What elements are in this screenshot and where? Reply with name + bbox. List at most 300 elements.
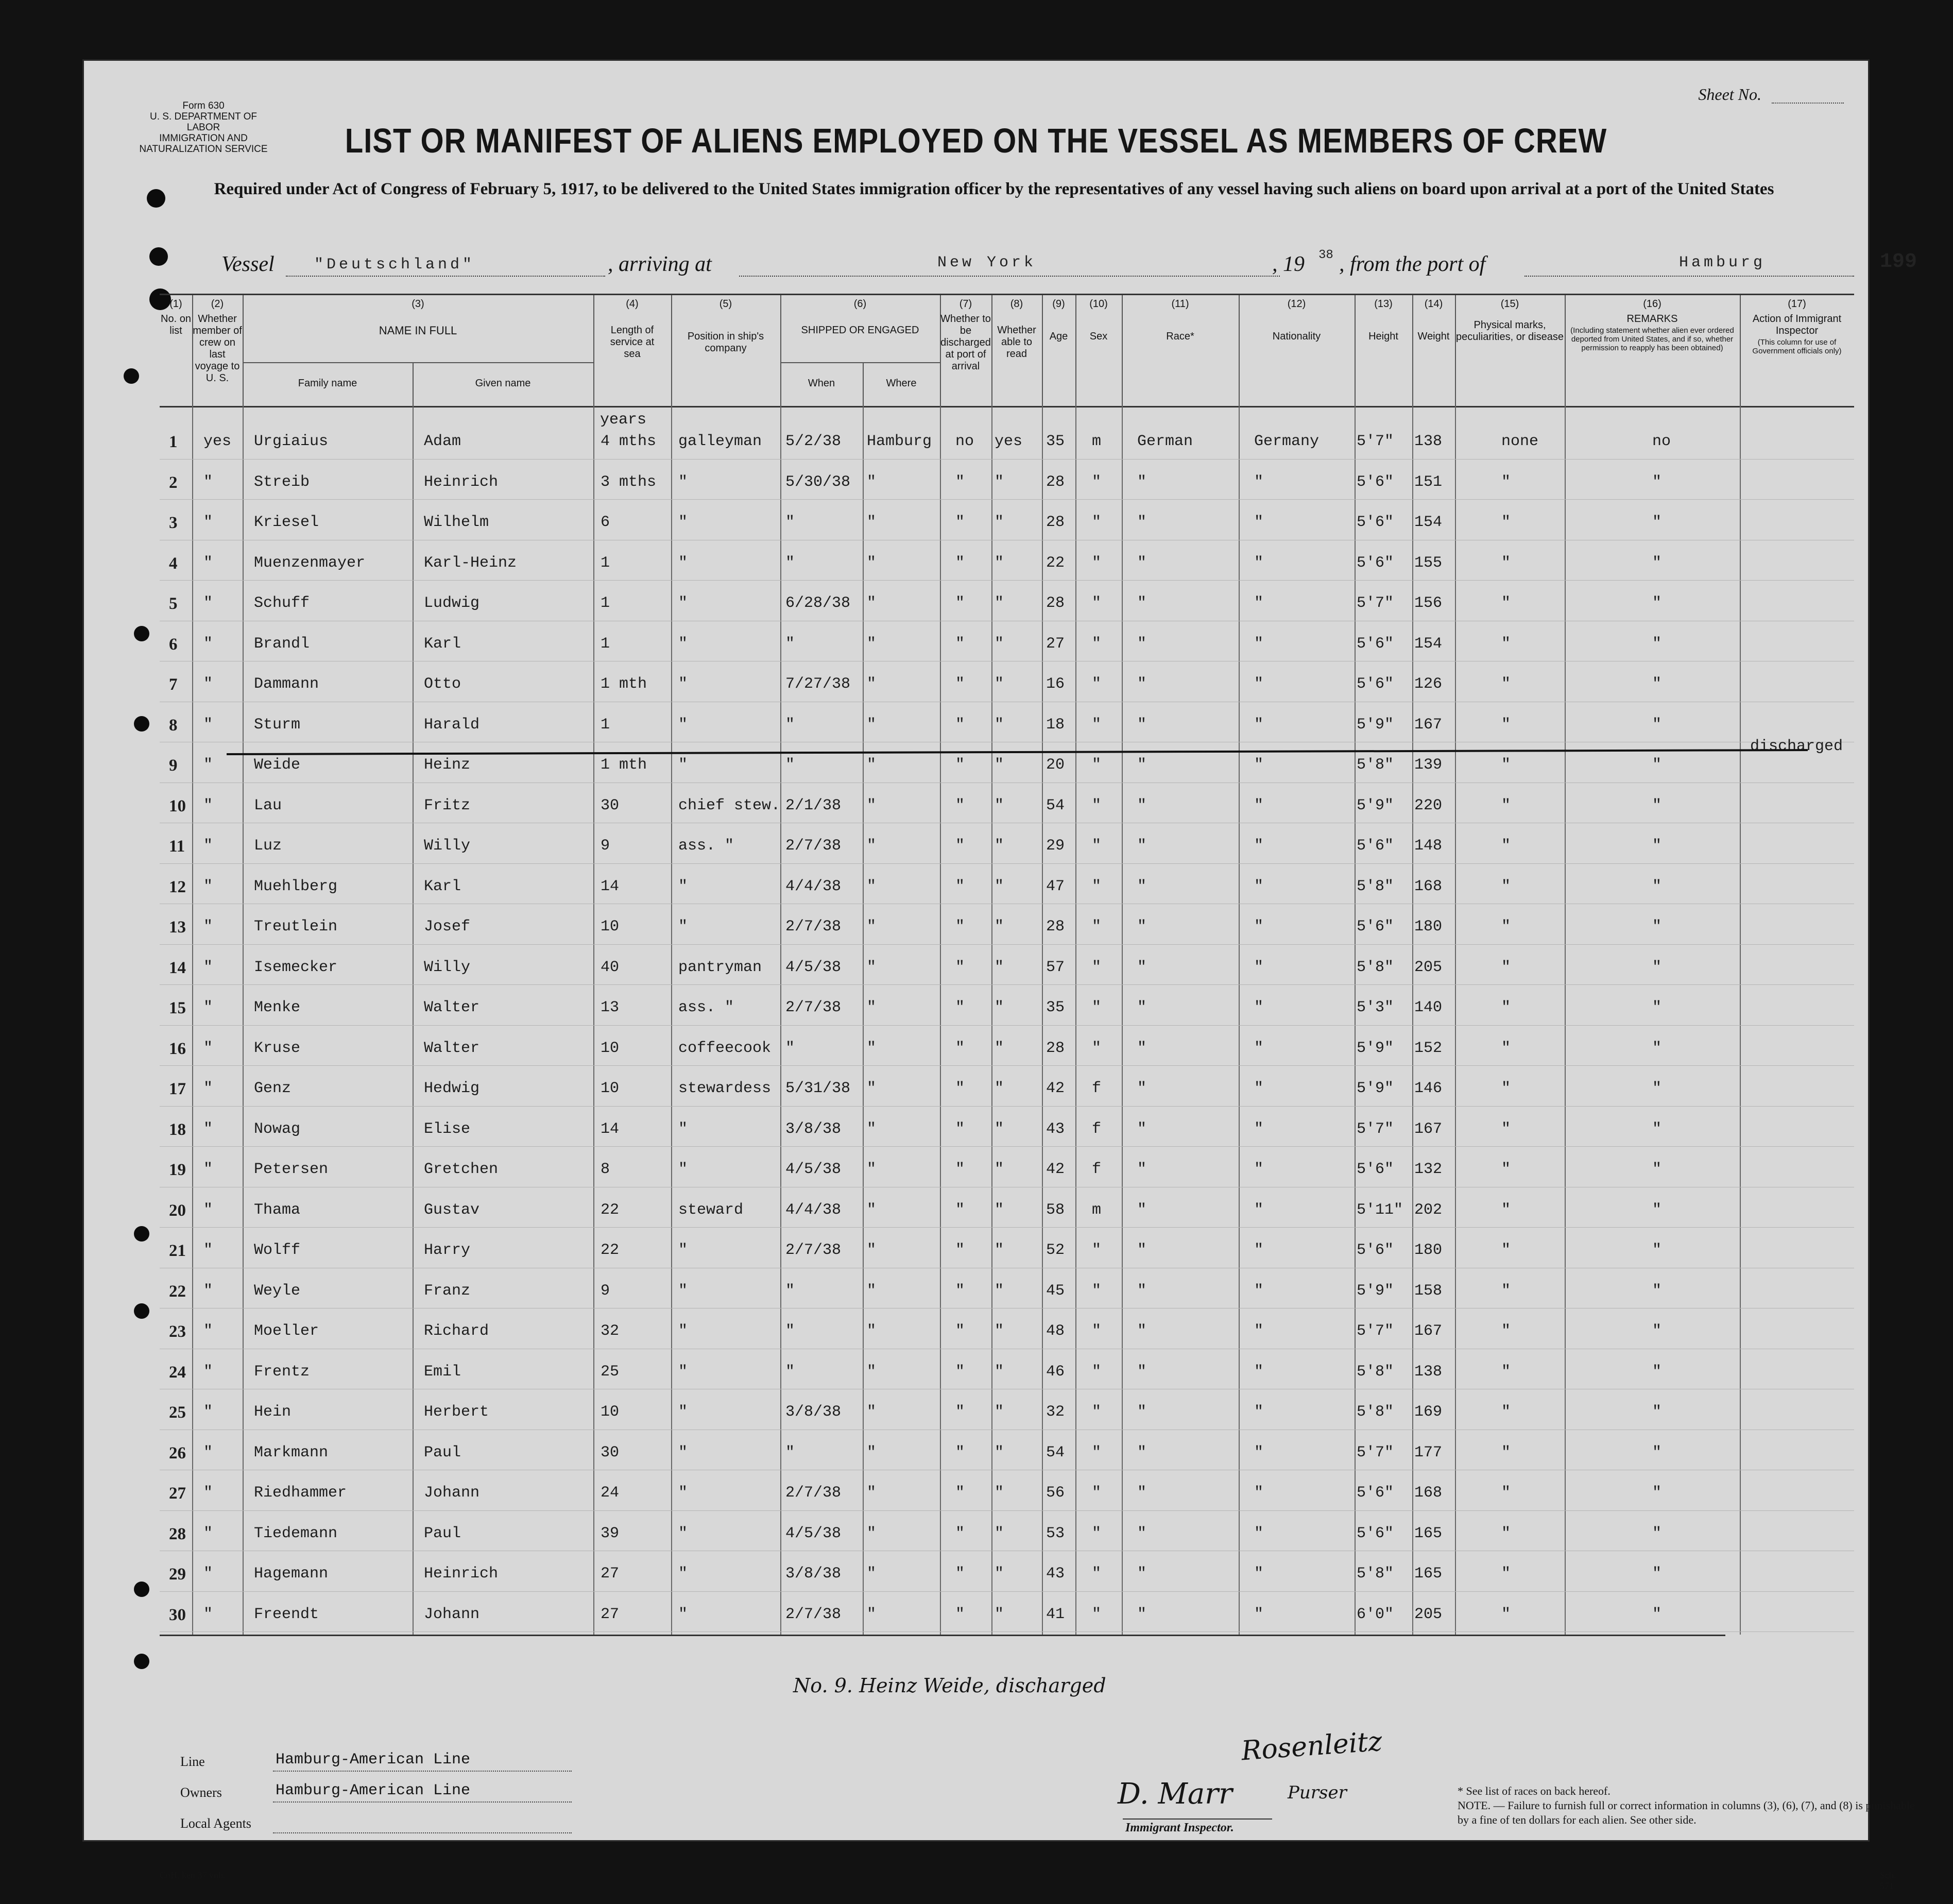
cell-when: 2/1/38 (785, 796, 842, 814)
cell-where: " (867, 1403, 877, 1421)
cell-last: " (203, 877, 213, 895)
cell-weight: 154 (1414, 514, 1443, 531)
cell-sex: " (1092, 473, 1102, 491)
cell-race: " (1137, 554, 1147, 572)
cell-age: 27 (1046, 635, 1065, 653)
cell-marks: " (1501, 1282, 1511, 1300)
cell-age: 43 (1046, 1565, 1065, 1583)
cell-action: discharged (1750, 738, 1843, 755)
cell-marks: " (1501, 1039, 1511, 1057)
cell-no: 27 (169, 1484, 186, 1503)
cell-remarks: " (1652, 675, 1662, 693)
cell-age: 48 (1046, 1322, 1065, 1340)
cell-no: 11 (169, 837, 185, 856)
cell-given: Wilhelm (424, 514, 489, 531)
cell-race: " (1137, 837, 1147, 855)
cell-nat: " (1254, 554, 1264, 572)
cell-given: Elise (424, 1120, 471, 1138)
cell-service: 10 (601, 1403, 620, 1421)
cell-marks: " (1501, 1605, 1511, 1623)
cell-given: Willy (424, 958, 471, 976)
cell-given: Paul (424, 1443, 461, 1461)
agents-blank (273, 1812, 572, 1833)
cell-remarks: " (1652, 1403, 1662, 1421)
cell-read: " (995, 594, 1004, 612)
purser-signature: Rosenleitz (1240, 1726, 1383, 1767)
cell-height: 5'8" (1357, 877, 1394, 895)
cell-sex: " (1092, 958, 1102, 976)
cell-remarks: " (1652, 1565, 1662, 1583)
cell-where: " (867, 1039, 877, 1057)
cell-nat: " (1254, 1565, 1264, 1583)
cell-marks: " (1501, 1120, 1511, 1138)
cell-disch: " (955, 1605, 965, 1623)
cell-height: 5'6" (1357, 918, 1394, 936)
cell-service: 27 (601, 1565, 620, 1583)
cell-sex: f (1092, 1120, 1102, 1138)
cell-weight: 168 (1414, 877, 1443, 895)
owners-value: Hamburg-American Line (276, 1782, 471, 1799)
cell-last: yes (203, 433, 232, 450)
cell-service: 40 (601, 958, 620, 976)
cell-age: 56 (1046, 1484, 1065, 1502)
cell-read: " (995, 1161, 1004, 1178)
column-divider (671, 406, 672, 1635)
row-rule (160, 1631, 1854, 1632)
cell-position: galleyman (678, 433, 762, 450)
cell-height: 5'9" (1357, 1080, 1394, 1097)
cell-marks: " (1501, 1565, 1511, 1583)
cell-remarks: " (1652, 1282, 1662, 1300)
header-physical-marks: (15) Physical marks, peculiarities, or disease (1455, 295, 1566, 406)
cell-nat: " (1254, 877, 1264, 895)
cell-nat: " (1254, 837, 1264, 855)
cell-family: Kruse (254, 1039, 301, 1057)
cell-no: 24 (169, 1363, 186, 1382)
cell-last: " (203, 594, 213, 612)
sheet-number-blank (1772, 103, 1844, 104)
cell-race: " (1137, 1161, 1147, 1178)
cell-last: " (203, 1363, 213, 1381)
cell-position: steward (678, 1201, 744, 1219)
cell-age: 52 (1046, 1242, 1065, 1259)
cell-marks: " (1501, 1080, 1511, 1097)
column-divider (1740, 406, 1741, 1635)
cell-when: 3/8/38 (785, 1565, 842, 1583)
header-shipped-or-engaged: (6) SHIPPED OR ENGAGED When Where (780, 295, 941, 406)
cell-family: Weide (254, 756, 301, 774)
cell-sex: " (1092, 635, 1102, 653)
cell-sex: " (1092, 675, 1102, 693)
cell-when: 4/4/38 (785, 877, 842, 895)
cell-disch: " (955, 1363, 965, 1381)
cell-nat: " (1254, 756, 1264, 774)
vessel-name: "Deutschland" (314, 256, 475, 274)
arriving-label: , arriving at (608, 252, 712, 276)
cell-weight: 177 (1414, 1443, 1443, 1461)
cell-where: " (867, 1524, 877, 1542)
cell-read: " (995, 1282, 1004, 1300)
cell-nat: " (1254, 1605, 1264, 1623)
cell-weight: 152 (1414, 1039, 1443, 1057)
agents-label: Local Agents (180, 1816, 251, 1831)
cell-weight: 158 (1414, 1282, 1443, 1300)
cell-given: Emil (424, 1363, 461, 1381)
cell-marks: " (1501, 635, 1511, 653)
cell-race: " (1137, 999, 1147, 1016)
cell-age: 28 (1046, 1039, 1065, 1057)
service-name: IMMIGRATION AND NATURALIZATION SERVICE (139, 133, 268, 155)
cell-position: ass. " (678, 999, 734, 1016)
cell-no: 21 (169, 1242, 186, 1260)
cell-weight: 151 (1414, 473, 1443, 491)
column-divider (1455, 406, 1456, 1635)
cell-family: Hagemann (254, 1565, 329, 1583)
cell-height: 5'6" (1357, 635, 1394, 653)
cell-where: " (867, 675, 877, 693)
cell-no: 13 (169, 918, 186, 937)
cell-last: " (203, 514, 213, 531)
cell-height: 5'7" (1357, 433, 1394, 450)
form-number: Form 630 (182, 100, 225, 111)
cell-where: " (867, 877, 877, 895)
cell-nat: " (1254, 796, 1264, 814)
cell-when: " (785, 1039, 795, 1057)
cell-nat: " (1254, 1120, 1264, 1138)
cell-height: 5'8" (1357, 756, 1394, 774)
cell-family: Thama (254, 1201, 301, 1219)
bottom-left-code: CoH. ken 37 vnb. (160, 1870, 226, 1880)
row-rule (160, 984, 1854, 985)
cell-read: " (995, 1363, 1004, 1381)
cell-weight: 132 (1414, 1161, 1443, 1178)
cell-when: " (785, 1363, 795, 1381)
cell-marks: " (1501, 877, 1511, 895)
cell-no: 16 (169, 1039, 186, 1058)
cell-weight: 180 (1414, 918, 1443, 936)
cell-given: Josef (424, 918, 471, 936)
header-sex: (10) Sex (1075, 295, 1123, 406)
cell-where: " (867, 594, 877, 612)
cell-nat: " (1254, 1403, 1264, 1421)
cell-disch: " (955, 756, 965, 774)
cell-sex: " (1092, 1039, 1102, 1057)
year-suffix: 38 (1318, 248, 1333, 262)
cell-race: " (1137, 756, 1147, 774)
cell-height: 5'8" (1357, 958, 1394, 976)
cell-marks: " (1501, 1443, 1511, 1461)
cell-race: " (1137, 473, 1147, 491)
cell-where: " (867, 999, 877, 1016)
header-remarks: (16) REMARKS (Including statement whether alien ever ordered deported from United States, and if so, whether permission to reapply has been obtained) (1565, 295, 1741, 406)
column-divider (413, 406, 414, 1635)
cell-height: 5'3" (1357, 999, 1394, 1016)
cell-race: " (1137, 1443, 1147, 1461)
punch-hole (147, 189, 165, 208)
cell-when: 3/8/38 (785, 1120, 842, 1138)
cell-no: 8 (169, 716, 178, 735)
cell-read: " (995, 796, 1004, 814)
cell-sex: " (1092, 1443, 1102, 1461)
cell-given: Hedwig (424, 1080, 480, 1097)
cell-disch: " (955, 1484, 965, 1502)
cell-family: Schuff (254, 594, 310, 612)
cell-race: " (1137, 796, 1147, 814)
cell-family: Luz (254, 837, 282, 855)
cell-remarks: " (1652, 1605, 1662, 1623)
cell-nat: " (1254, 1322, 1264, 1340)
cell-height: 5'6" (1357, 554, 1394, 572)
cell-no: 23 (169, 1322, 186, 1341)
cell-position: " (678, 554, 688, 572)
cell-last: " (203, 473, 213, 491)
cell-height: 5'6" (1357, 1242, 1394, 1259)
cell-when: 3/8/38 (785, 1403, 842, 1421)
cell-position: coffeecook (678, 1039, 772, 1057)
cell-race: German (1137, 433, 1193, 450)
cell-family: Tiedemann (254, 1524, 338, 1542)
cell-disch: " (955, 594, 965, 612)
cell-weight: 148 (1414, 837, 1443, 855)
cell-when: 2/7/38 (785, 999, 842, 1016)
cell-service: 1 (601, 716, 610, 734)
cell-weight: 169 (1414, 1403, 1443, 1421)
cell-sex: " (1092, 1322, 1102, 1340)
cell-race: " (1137, 877, 1147, 895)
cell-height: 5'6" (1357, 1524, 1394, 1542)
arriving-port: New York (937, 254, 1037, 271)
cell-nat: " (1254, 999, 1264, 1016)
cell-marks: " (1501, 1201, 1511, 1219)
cell-given: Otto (424, 675, 461, 693)
column-divider (780, 406, 781, 1635)
cell-service: 1 mth (601, 756, 647, 774)
cell-sex: " (1092, 554, 1102, 572)
cell-service: 14 (601, 877, 620, 895)
cell-weight: 154 (1414, 635, 1443, 653)
cell-sex: m (1092, 1201, 1102, 1219)
cell-family: Nowag (254, 1120, 301, 1138)
cell-nat: " (1254, 473, 1264, 491)
cell-sex: " (1092, 1403, 1102, 1421)
cell-last: " (203, 675, 213, 693)
header-weight: (14) Weight (1412, 295, 1456, 406)
cell-sex: " (1092, 877, 1102, 895)
cell-sex: " (1092, 1484, 1102, 1502)
cell-family: Wolff (254, 1242, 301, 1259)
cell-sex: " (1092, 1605, 1102, 1623)
cell-read: " (995, 1484, 1004, 1502)
cell-no: 2 (169, 473, 178, 492)
cell-sex: f (1092, 1161, 1102, 1178)
cell-service: 9 (601, 837, 610, 855)
cell-sex: " (1092, 1242, 1102, 1259)
cell-no: 30 (169, 1605, 186, 1624)
cell-given: Heinz (424, 756, 471, 774)
cell-sex: " (1092, 1282, 1102, 1300)
cell-race: " (1137, 1080, 1147, 1097)
cell-race: " (1137, 635, 1147, 653)
cell-read: " (995, 1524, 1004, 1542)
cell-sex: " (1092, 716, 1102, 734)
cell-no: 6 (169, 635, 178, 654)
cell-position: " (678, 1403, 688, 1421)
cell-no: 5 (169, 594, 178, 613)
cell-last: " (203, 958, 213, 976)
cell-disch: " (955, 918, 965, 936)
punch-hole (134, 626, 149, 641)
cell-age: 53 (1046, 1524, 1065, 1542)
cell-sex: " (1092, 1565, 1102, 1583)
cell-last: " (203, 1322, 213, 1340)
schedule-number: Sch. 571 (1880, 1870, 1896, 1891)
cell-no: 3 (169, 514, 178, 532)
cell-height: 5'8" (1357, 1403, 1394, 1421)
cell-race: " (1137, 716, 1147, 734)
header-length-of-service: (4) Length of service at sea (593, 295, 672, 406)
cell-marks: " (1501, 796, 1511, 814)
column-divider (991, 406, 992, 1635)
cell-disch: " (955, 1161, 965, 1178)
cell-age: 22 (1046, 554, 1065, 572)
column-divider (940, 406, 941, 1635)
cell-nat: " (1254, 514, 1264, 531)
cell-when: 4/5/38 (785, 1524, 842, 1542)
cell-weight: 139 (1414, 756, 1443, 774)
handwritten-discharge-note: No. 9. Heinz Weide, discharged (793, 1674, 1106, 1697)
cell-no: 29 (169, 1565, 186, 1584)
cell-read: " (995, 635, 1004, 653)
punch-hole (149, 247, 168, 266)
cell-sex: f (1092, 1080, 1102, 1097)
cell-family: Markmann (254, 1443, 329, 1461)
cell-remarks: " (1652, 1161, 1662, 1178)
cell-remarks: " (1652, 837, 1662, 855)
cell-when: " (785, 635, 795, 653)
column-divider (1565, 406, 1566, 1635)
cell-position: " (678, 1484, 688, 1502)
cell-no: 1 (169, 433, 178, 451)
cell-read: " (995, 1605, 1004, 1623)
cell-no: 17 (169, 1080, 186, 1098)
cell-where: " (867, 1282, 877, 1300)
cell-when: 4/5/38 (785, 1161, 842, 1178)
cell-service: 24 (601, 1484, 620, 1502)
cell-height: 5'6" (1357, 1484, 1394, 1502)
cell-family: Muenzenmayer (254, 554, 366, 572)
cell-nat: " (1254, 1201, 1264, 1219)
cell-marks: " (1501, 1322, 1511, 1340)
cell-when: 2/7/38 (785, 1484, 842, 1502)
cell-read: " (995, 958, 1004, 976)
cell-position: " (678, 756, 688, 774)
cell-race: " (1137, 958, 1147, 976)
cell-weight: 168 (1414, 1484, 1443, 1502)
cell-marks: " (1501, 1403, 1511, 1421)
cell-height: 5'9" (1357, 796, 1394, 814)
cell-sex: " (1092, 756, 1102, 774)
cell-read: " (995, 1322, 1004, 1340)
purser-label: Purser (1288, 1782, 1347, 1803)
cell-remarks: " (1652, 1524, 1662, 1542)
cell-race: " (1137, 1565, 1147, 1583)
cell-height: 5'7" (1357, 1120, 1394, 1138)
cell-no: 14 (169, 958, 186, 977)
cell-when: 4/4/38 (785, 1201, 842, 1219)
cell-weight: 220 (1414, 796, 1443, 814)
cell-disch: " (955, 514, 965, 531)
cell-given: Ludwig (424, 594, 480, 612)
cell-service: 4 mths (601, 433, 657, 450)
races-note: * See list of races on back hereof. (1458, 1784, 1611, 1797)
cell-when: " (785, 716, 795, 734)
cell-when: 5/2/38 (785, 433, 842, 450)
page-number: 199 (1880, 250, 1917, 274)
cell-disch: " (955, 958, 965, 976)
row-rule (160, 459, 1854, 460)
cell-age: 32 (1046, 1403, 1065, 1421)
cell-remarks: " (1652, 958, 1662, 976)
cell-where: " (867, 1201, 877, 1219)
cell-height: 5'8" (1357, 1363, 1394, 1381)
cell-when: 2/7/38 (785, 918, 842, 936)
cell-when: " (785, 1443, 795, 1461)
cell-weight: 140 (1414, 999, 1443, 1016)
cell-given: Johann (424, 1484, 480, 1502)
cell-race: " (1137, 1201, 1147, 1219)
cell-height: 5'6" (1357, 473, 1394, 491)
cell-marks: " (1501, 1363, 1511, 1381)
cell-read: " (995, 1242, 1004, 1259)
cell-age: 28 (1046, 594, 1065, 612)
column-divider (1122, 406, 1123, 1635)
cell-age: 29 (1046, 837, 1065, 855)
cell-no: 4 (169, 554, 178, 573)
cell-service: 30 (601, 1443, 620, 1461)
cell-age: 58 (1046, 1201, 1065, 1219)
cell-position: " (678, 1565, 688, 1583)
cell-weight: 205 (1414, 958, 1443, 976)
cell-where: " (867, 1443, 877, 1461)
cell-service: 22 (601, 1201, 620, 1219)
cell-marks: " (1501, 1161, 1511, 1178)
cell-age: 18 (1046, 716, 1065, 734)
cell-sex: " (1092, 594, 1102, 612)
punch-hole (134, 1226, 149, 1242)
cell-last: " (203, 796, 213, 814)
cell-marks: none (1501, 433, 1539, 450)
cell-race: " (1137, 1363, 1147, 1381)
cell-height: 5'6" (1357, 1161, 1394, 1178)
cell-where: " (867, 554, 877, 572)
cell-where: " (867, 635, 877, 653)
cell-race: " (1137, 1039, 1147, 1057)
cell-last: " (203, 1120, 213, 1138)
vessel-label: Vessel (221, 252, 275, 276)
cell-remarks: " (1652, 554, 1662, 572)
cell-weight: 167 (1414, 1120, 1443, 1138)
cell-service: 9 (601, 1282, 610, 1300)
cell-given: Harry (424, 1242, 471, 1259)
cell-position: " (678, 594, 688, 612)
cell-race: " (1137, 1120, 1147, 1138)
cell-service: 10 (601, 1039, 620, 1057)
row-rule (160, 1591, 1854, 1592)
cell-where: " (867, 1322, 877, 1340)
cell-read: " (995, 473, 1004, 491)
cell-marks: " (1501, 1242, 1511, 1259)
cell-disch: " (955, 635, 965, 653)
